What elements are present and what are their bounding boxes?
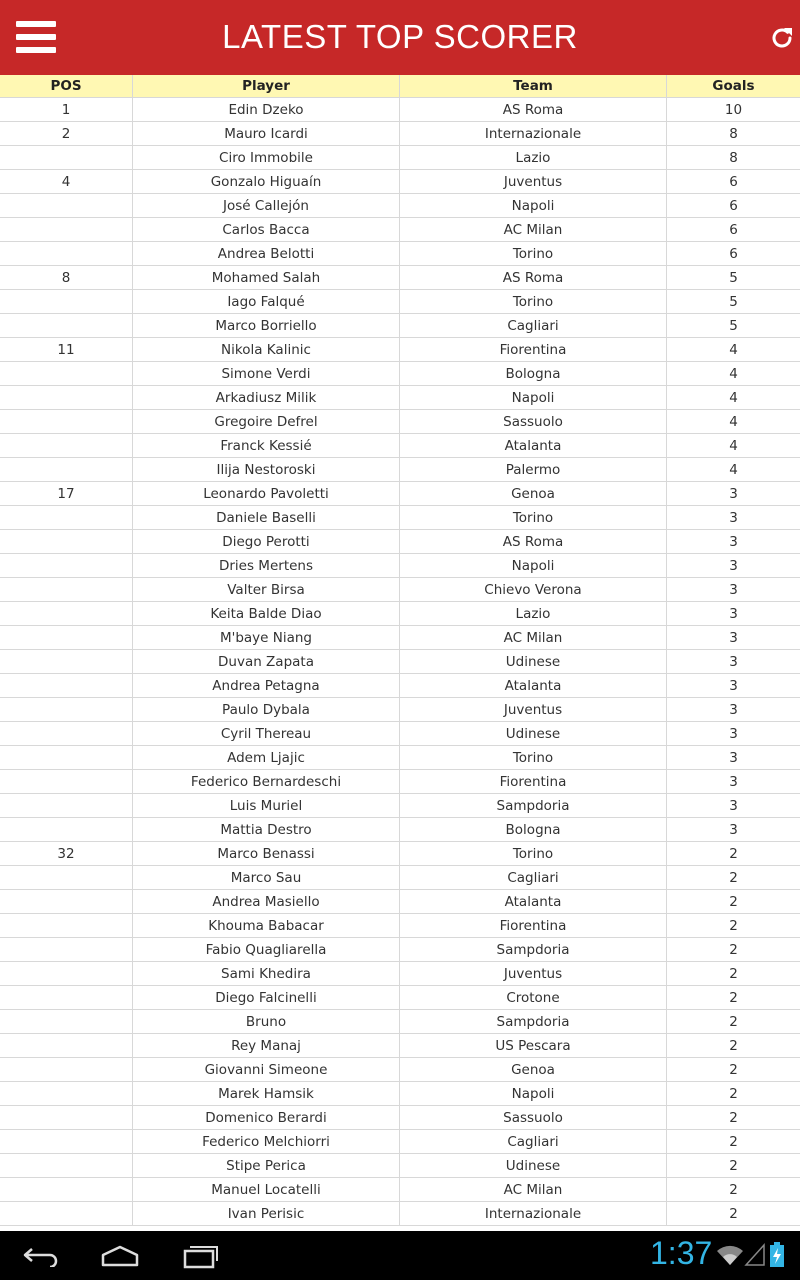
pos-cell <box>0 1058 133 1081</box>
goals-cell: 8 <box>729 149 738 166</box>
player-cell: Simone Verdi <box>133 362 400 385</box>
team-cell: Internazionale <box>400 1202 667 1225</box>
pos-cell <box>0 938 133 961</box>
table-row[interactable] <box>0 770 800 794</box>
table-row[interactable] <box>0 866 800 890</box>
goals-cell: 10 <box>724 101 743 118</box>
pos-cell: 8 <box>0 266 133 289</box>
pos-cell <box>0 1010 133 1033</box>
team-cell: Sampdoria <box>400 1010 667 1033</box>
team-cell: AS Roma <box>400 530 667 553</box>
pos-cell <box>0 458 133 481</box>
pos-cell <box>0 530 133 553</box>
table-row[interactable] <box>0 938 800 962</box>
header-team: Team <box>400 75 667 97</box>
goals-cell: 6 <box>729 197 738 214</box>
player-cell: Stipe Perica <box>133 1154 400 1177</box>
pos-cell <box>0 698 133 721</box>
table-row[interactable] <box>0 1034 800 1058</box>
goals-cell: 2 <box>729 917 738 934</box>
header-goals: Goals <box>712 78 755 94</box>
pos-cell <box>0 866 133 889</box>
goals-cell: 6 <box>729 221 738 238</box>
team-cell: Udinese <box>400 1154 667 1177</box>
team-cell: Internazionale <box>400 122 667 145</box>
player-cell: Ivan Perisic <box>133 1202 400 1225</box>
table-row[interactable] <box>0 530 800 554</box>
pos-cell <box>0 410 133 433</box>
goals-cell: 3 <box>729 485 738 502</box>
team-cell: AC Milan <box>400 626 667 649</box>
team-cell: Udinese <box>400 650 667 673</box>
pos-cell <box>0 386 133 409</box>
team-cell: Torino <box>400 506 667 529</box>
table-row[interactable] <box>0 122 800 146</box>
player-cell: Khouma Babacar <box>133 914 400 937</box>
pos-cell <box>0 1202 133 1225</box>
goals-cell: 2 <box>729 1181 738 1198</box>
player-cell: Bruno <box>133 1010 400 1033</box>
goals-cell: 3 <box>729 557 738 574</box>
team-cell: Napoli <box>400 194 667 217</box>
table-row[interactable] <box>0 1010 800 1034</box>
team-cell: Torino <box>400 746 667 769</box>
table-row[interactable] <box>0 842 800 866</box>
table-row[interactable] <box>0 194 800 218</box>
team-cell: Cagliari <box>400 314 667 337</box>
refresh-icon[interactable] <box>768 24 796 52</box>
player-cell: Gonzalo Higuaín <box>133 170 400 193</box>
player-cell: Sami Khedira <box>133 962 400 985</box>
table-row[interactable] <box>0 458 800 482</box>
table-row[interactable] <box>0 506 800 530</box>
player-cell: Dries Mertens <box>133 554 400 577</box>
pos-cell <box>0 914 133 937</box>
table-row[interactable] <box>0 890 800 914</box>
wifi-icon <box>716 1243 744 1267</box>
system-nav-bar <box>0 1231 800 1280</box>
player-cell: Gregoire Defrel <box>133 410 400 433</box>
header-player: Player <box>133 75 400 97</box>
goals-cell: 2 <box>729 1013 738 1030</box>
player-cell: Marek Hamsik <box>133 1082 400 1105</box>
table-row[interactable] <box>0 818 800 842</box>
table-row[interactable] <box>0 290 800 314</box>
goals-cell: 3 <box>729 509 738 526</box>
pos-cell <box>0 242 133 265</box>
pos-cell: 11 <box>0 338 133 361</box>
goals-cell: 3 <box>729 533 738 550</box>
goals-cell: 8 <box>729 125 738 142</box>
pos-cell <box>0 1154 133 1177</box>
pos-cell <box>0 1178 133 1201</box>
team-cell: Cagliari <box>400 1130 667 1153</box>
team-cell: Bologna <box>400 818 667 841</box>
pos-cell <box>0 146 133 169</box>
recent-apps-icon[interactable] <box>183 1243 219 1269</box>
pos-cell <box>0 578 133 601</box>
player-cell: Nikola Kalinic <box>133 338 400 361</box>
goals-cell: 5 <box>729 293 738 310</box>
team-cell: AC Milan <box>400 218 667 241</box>
pos-cell: 4 <box>0 170 133 193</box>
team-cell: Fiorentina <box>400 914 667 937</box>
player-cell: Arkadiusz Milik <box>133 386 400 409</box>
goals-cell: 3 <box>729 653 738 670</box>
team-cell: Bologna <box>400 362 667 385</box>
team-cell: Lazio <box>400 602 667 625</box>
player-cell: Fabio Quagliarella <box>133 938 400 961</box>
player-cell: José Callejón <box>133 194 400 217</box>
team-cell: Napoli <box>400 1082 667 1105</box>
player-cell: Leonardo Pavoletti <box>133 482 400 505</box>
team-cell: Torino <box>400 842 667 865</box>
pos-cell: 32 <box>0 842 133 865</box>
header-pos: POS <box>0 75 133 97</box>
pos-cell <box>0 722 133 745</box>
back-icon[interactable] <box>22 1245 60 1267</box>
goals-cell: 4 <box>729 341 738 358</box>
player-cell: Duvan Zapata <box>133 650 400 673</box>
goals-cell: 4 <box>729 413 738 430</box>
table-row[interactable] <box>0 578 800 602</box>
team-cell: Palermo <box>400 458 667 481</box>
goals-cell: 3 <box>729 629 738 646</box>
team-cell: AS Roma <box>400 98 667 121</box>
player-cell: Paulo Dybala <box>133 698 400 721</box>
signal-icon <box>744 1243 766 1267</box>
pos-cell: 1 <box>0 98 133 121</box>
player-cell: Ilija Nestoroski <box>133 458 400 481</box>
table-row[interactable] <box>0 146 800 170</box>
table-row[interactable] <box>0 218 800 242</box>
scorer-table[interactable] <box>0 75 800 1231</box>
pos-cell <box>0 1106 133 1129</box>
table-row[interactable] <box>0 650 800 674</box>
goals-cell: 3 <box>729 581 738 598</box>
player-cell: Luis Muriel <box>133 794 400 817</box>
player-cell: Manuel Locatelli <box>133 1178 400 1201</box>
pos-cell <box>0 746 133 769</box>
table-row[interactable] <box>0 722 800 746</box>
pos-cell <box>0 194 133 217</box>
table-row[interactable] <box>0 1130 800 1154</box>
pos-cell <box>0 770 133 793</box>
pos-cell <box>0 554 133 577</box>
table-row[interactable] <box>0 1082 800 1106</box>
goals-cell: 4 <box>729 461 738 478</box>
goals-cell: 3 <box>729 821 738 838</box>
team-cell: AS Roma <box>400 266 667 289</box>
table-row[interactable] <box>0 1058 800 1082</box>
player-cell: Valter Birsa <box>133 578 400 601</box>
pos-cell <box>0 434 133 457</box>
team-cell: Crotone <box>400 986 667 1009</box>
table-row[interactable] <box>0 1178 800 1202</box>
table-row[interactable] <box>0 986 800 1010</box>
pos-cell <box>0 1034 133 1057</box>
goals-cell: 2 <box>729 869 738 886</box>
goals-cell: 4 <box>729 437 738 454</box>
table-row[interactable] <box>0 554 800 578</box>
player-cell: Ciro Immobile <box>133 146 400 169</box>
team-cell: Sampdoria <box>400 794 667 817</box>
player-cell: Marco Sau <box>133 866 400 889</box>
team-cell: Atalanta <box>400 890 667 913</box>
table-row[interactable] <box>0 338 800 362</box>
table-row[interactable] <box>0 794 800 818</box>
team-cell: Cagliari <box>400 866 667 889</box>
player-cell: Carlos Bacca <box>133 218 400 241</box>
goals-cell: 2 <box>729 893 738 910</box>
page-title: LATEST TOP SCORER <box>222 18 578 55</box>
pos-cell <box>0 506 133 529</box>
player-cell: Rey Manaj <box>133 1034 400 1057</box>
goals-cell: 3 <box>729 773 738 790</box>
table-row[interactable] <box>0 362 800 386</box>
pos-cell <box>0 890 133 913</box>
goals-cell: 2 <box>729 1205 738 1222</box>
team-cell: Atalanta <box>400 434 667 457</box>
pos-cell <box>0 962 133 985</box>
pos-cell <box>0 314 133 337</box>
goals-cell: 6 <box>729 245 738 262</box>
table-row[interactable] <box>0 914 800 938</box>
team-cell: Juventus <box>400 170 667 193</box>
goals-cell: 2 <box>729 1109 738 1126</box>
player-cell: Mohamed Salah <box>133 266 400 289</box>
table-row[interactable] <box>0 434 800 458</box>
goals-cell: 2 <box>729 1085 738 1102</box>
player-cell: Mattia Destro <box>133 818 400 841</box>
table-row[interactable] <box>0 482 800 506</box>
team-cell: Napoli <box>400 554 667 577</box>
player-cell: Keita Balde Diao <box>133 602 400 625</box>
player-cell: Andrea Masiello <box>133 890 400 913</box>
goals-cell: 2 <box>729 1061 738 1078</box>
player-cell: Franck Kessié <box>133 434 400 457</box>
team-cell: Juventus <box>400 962 667 985</box>
team-cell: Sampdoria <box>400 938 667 961</box>
team-cell: Sassuolo <box>400 1106 667 1129</box>
team-cell: Chievo Verona <box>400 578 667 601</box>
table-row[interactable] <box>0 698 800 722</box>
table-row[interactable] <box>0 266 800 290</box>
goals-cell: 2 <box>729 1133 738 1150</box>
table-row[interactable] <box>0 626 800 650</box>
goals-cell: 3 <box>729 605 738 622</box>
player-cell: M'baye Niang <box>133 626 400 649</box>
goals-cell: 5 <box>729 317 738 334</box>
team-cell: Torino <box>400 242 667 265</box>
team-cell: Udinese <box>400 722 667 745</box>
pos-cell <box>0 794 133 817</box>
team-cell: Genoa <box>400 1058 667 1081</box>
pos-cell: 2 <box>0 122 133 145</box>
table-row[interactable] <box>0 1202 800 1226</box>
team-cell: Sassuolo <box>400 410 667 433</box>
team-cell: AC Milan <box>400 1178 667 1201</box>
team-cell: Atalanta <box>400 674 667 697</box>
pos-cell <box>0 674 133 697</box>
player-cell: Adem Ljajic <box>133 746 400 769</box>
table-row[interactable] <box>0 410 800 434</box>
player-cell: Andrea Petagna <box>133 674 400 697</box>
table-row[interactable] <box>0 314 800 338</box>
table-row[interactable] <box>0 98 800 122</box>
goals-cell: 3 <box>729 677 738 694</box>
table-row[interactable] <box>0 746 800 770</box>
goals-cell: 3 <box>729 701 738 718</box>
pos-cell <box>0 1082 133 1105</box>
pos-cell <box>0 626 133 649</box>
player-cell: Federico Bernardeschi <box>133 770 400 793</box>
goals-cell: 2 <box>729 1157 738 1174</box>
player-cell: Edin Dzeko <box>133 98 400 121</box>
pos-cell: 17 <box>0 482 133 505</box>
goals-cell: 4 <box>729 365 738 382</box>
home-icon[interactable] <box>100 1245 140 1267</box>
team-cell: Genoa <box>400 482 667 505</box>
table-row[interactable] <box>0 242 800 266</box>
app-bar <box>0 0 800 75</box>
player-cell: Giovanni Simeone <box>133 1058 400 1081</box>
pos-cell <box>0 362 133 385</box>
table-row[interactable] <box>0 1106 800 1130</box>
team-cell: Lazio <box>400 146 667 169</box>
pos-cell <box>0 218 133 241</box>
table-row[interactable] <box>0 386 800 410</box>
goals-cell: 2 <box>729 941 738 958</box>
pos-cell <box>0 290 133 313</box>
player-cell: Andrea Belotti <box>133 242 400 265</box>
goals-cell: 4 <box>729 389 738 406</box>
goals-cell: 3 <box>729 725 738 742</box>
pos-cell <box>0 602 133 625</box>
player-cell: Marco Benassi <box>133 842 400 865</box>
goals-cell: 2 <box>729 845 738 862</box>
table-row[interactable] <box>0 1154 800 1178</box>
team-cell: Napoli <box>400 386 667 409</box>
player-cell: Diego Perotti <box>133 530 400 553</box>
pos-cell <box>0 818 133 841</box>
player-cell: Daniele Baselli <box>133 506 400 529</box>
goals-cell: 6 <box>729 173 738 190</box>
table-row[interactable] <box>0 602 800 626</box>
goals-cell: 3 <box>729 797 738 814</box>
table-row[interactable] <box>0 674 800 698</box>
player-cell: Diego Falcinelli <box>133 986 400 1009</box>
team-cell: US Pescara <box>400 1034 667 1057</box>
player-cell: Federico Melchiorri <box>133 1130 400 1153</box>
table-header-row <box>0 75 800 98</box>
table-body <box>0 98 800 1226</box>
team-cell: Torino <box>400 290 667 313</box>
goals-cell: 2 <box>729 989 738 1006</box>
team-cell: Fiorentina <box>400 770 667 793</box>
goals-cell: 5 <box>729 269 738 286</box>
table-row[interactable] <box>0 170 800 194</box>
player-cell: Marco Borriello <box>133 314 400 337</box>
team-cell: Fiorentina <box>400 338 667 361</box>
player-cell: Mauro Icardi <box>133 122 400 145</box>
status-clock: 1:37 <box>650 1235 713 1271</box>
team-cell: Juventus <box>400 698 667 721</box>
player-cell: Cyril Thereau <box>133 722 400 745</box>
pos-cell <box>0 1130 133 1153</box>
goals-cell: 2 <box>729 1037 738 1054</box>
pos-cell <box>0 986 133 1009</box>
player-cell: Domenico Berardi <box>133 1106 400 1129</box>
pos-cell <box>0 650 133 673</box>
player-cell: Iago Falqué <box>133 290 400 313</box>
goals-cell: 2 <box>729 965 738 982</box>
goals-cell: 3 <box>729 749 738 766</box>
battery-icon <box>769 1241 785 1269</box>
table-row[interactable] <box>0 962 800 986</box>
